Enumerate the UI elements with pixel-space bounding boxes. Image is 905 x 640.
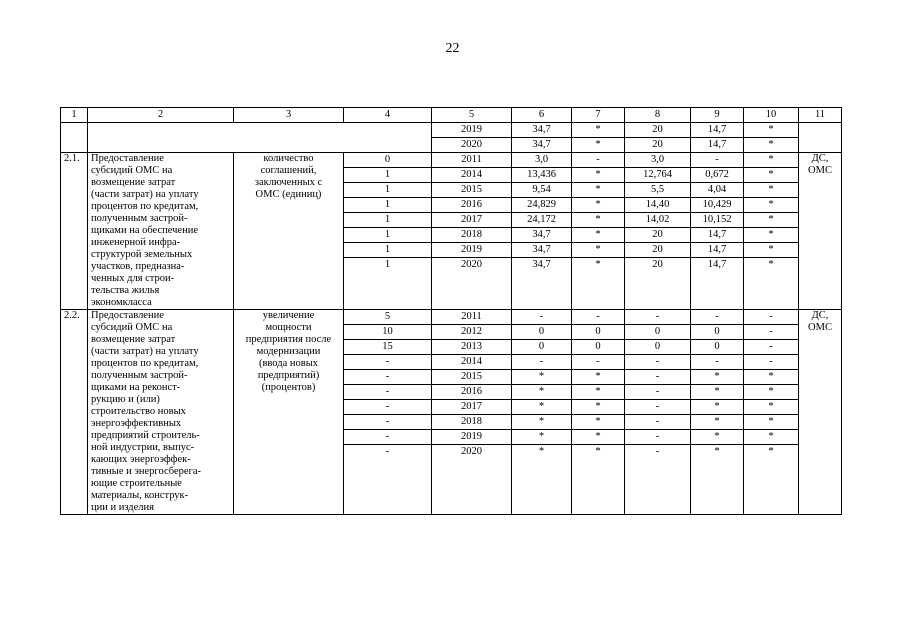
value-cell: *	[744, 123, 798, 138]
value-cell: -	[744, 310, 798, 325]
value-cell: *	[512, 415, 571, 430]
value-cell: -	[691, 355, 743, 370]
column-6-cell	[512, 123, 572, 153]
value-cell: 1	[344, 183, 431, 198]
value-cell: 2020	[461, 446, 482, 457]
column-5-cell	[432, 310, 512, 515]
value-cell: -	[344, 415, 431, 430]
value-cell: 2019	[432, 430, 511, 445]
value-cell: *	[744, 198, 798, 213]
column-8-cell	[625, 310, 691, 515]
value-cell: *	[572, 370, 624, 385]
column-5-cell	[432, 123, 512, 153]
column-number-10: 10	[744, 108, 799, 123]
value-cell: 15	[344, 340, 431, 355]
value-cell: -	[691, 153, 743, 168]
column-9-cell	[691, 153, 744, 310]
value-cell: 12,764	[625, 168, 690, 183]
value-cell: 0	[691, 340, 743, 355]
value-cell: 20	[652, 139, 663, 150]
measure-description: Предоставление субсидий ОМС на возмещение затрат (части затрат) на уплату процентов по кредитам, полученным застрой- щиками на реконст- рукцию и (или) строительство новых энергоэффективных предприятий строитель- ной индустрии, выпус- кающих энергоэффек- тивные и энергосберега- ющие строительные материалы, конструк- ции и изделия	[88, 310, 234, 515]
value-cell: -	[625, 400, 690, 415]
value-cell: 2014	[432, 355, 511, 370]
value-cell: *	[595, 446, 601, 457]
value-cell: 2015	[432, 183, 511, 198]
value-cell: 1	[384, 259, 391, 270]
value-cell: 34,7	[512, 243, 571, 258]
executor: ДС, ОМС	[799, 310, 842, 515]
value-cell: 2019	[432, 243, 511, 258]
value-cell: 14,40	[625, 198, 690, 213]
column-6-cell	[512, 153, 572, 310]
section-row	[61, 310, 842, 515]
value-cell: *	[744, 228, 798, 243]
value-cell: 5	[344, 310, 431, 325]
value-cell: 20	[652, 259, 663, 270]
value-cell: 34,7	[532, 139, 551, 150]
value-cell: -	[512, 355, 571, 370]
value-cell: -	[572, 355, 624, 370]
value-cell: 2019	[432, 123, 511, 138]
value-cell: -	[512, 310, 571, 325]
value-cell: -	[625, 310, 690, 325]
value-cell: *	[572, 123, 624, 138]
value-cell: 14,7	[707, 139, 727, 150]
value-cell: 20	[625, 228, 690, 243]
column-10-cell	[744, 153, 799, 310]
value-cell: *	[572, 183, 624, 198]
value-cell: *	[768, 446, 774, 457]
value-cell: 0	[572, 325, 624, 340]
column-number-row	[61, 108, 842, 123]
value-cell: -	[344, 400, 431, 415]
value-cell: *	[572, 213, 624, 228]
value-cell: *	[538, 446, 545, 457]
value-cell: 14,7	[707, 259, 727, 270]
column-7-cell	[572, 153, 625, 310]
section-id: 2.1.	[61, 153, 88, 310]
value-cell: *	[512, 385, 571, 400]
indicator-name: количество соглашений, заключенных с ОМС (единиц)	[234, 153, 344, 310]
value-cell: -	[625, 370, 690, 385]
value-cell: -	[572, 310, 624, 325]
value-cell: 2016	[432, 385, 511, 400]
value-cell: *	[572, 198, 624, 213]
value-cell: 0	[344, 153, 431, 168]
value-cell: 34,7	[512, 123, 571, 138]
value-cell: *	[744, 415, 798, 430]
column-4-cell	[344, 310, 432, 515]
value-cell: *	[572, 400, 624, 415]
value-cell: *	[744, 430, 798, 445]
value-cell: 34,7	[532, 259, 551, 270]
section-row	[61, 153, 842, 310]
value-cell: *	[744, 400, 798, 415]
value-cell: *	[512, 430, 571, 445]
value-cell: -	[344, 430, 431, 445]
empty-cell	[88, 123, 432, 153]
value-cell: 2013	[432, 340, 511, 355]
value-cell: -	[385, 446, 390, 457]
value-cell: 2020	[461, 259, 482, 270]
column-10-cell	[744, 310, 799, 515]
value-cell: 2017	[432, 400, 511, 415]
value-cell: -	[625, 385, 690, 400]
value-cell: 4,04	[691, 183, 743, 198]
value-cell: 0	[625, 340, 690, 355]
value-cell: *	[714, 446, 720, 457]
value-cell: *	[744, 243, 798, 258]
value-cell: *	[572, 385, 624, 400]
value-cell: -	[572, 153, 624, 168]
column-number-6: 6	[512, 108, 572, 123]
value-cell: *	[691, 430, 743, 445]
value-cell: *	[768, 259, 774, 270]
value-cell: *	[572, 168, 624, 183]
column-number-8: 8	[625, 108, 691, 123]
value-cell: 3,0	[512, 153, 571, 168]
value-cell: 2016	[432, 198, 511, 213]
value-cell: 10,429	[691, 198, 743, 213]
value-cell: *	[691, 400, 743, 415]
value-cell: *	[572, 243, 624, 258]
value-cell: 1	[344, 243, 431, 258]
value-cell: 0,672	[691, 168, 743, 183]
value-cell: -	[625, 415, 690, 430]
indicator-name: увеличение мощности предприятия после модернизации (ввода новых предприятий) (процентов)	[234, 310, 344, 515]
value-cell: 20	[625, 243, 690, 258]
column-number-9: 9	[691, 108, 744, 123]
empty-cell	[799, 123, 842, 153]
column-4-cell	[344, 153, 432, 310]
value-cell: *	[691, 415, 743, 430]
value-cell: 2020	[461, 139, 482, 150]
value-cell: *	[744, 168, 798, 183]
value-cell: 13,436	[512, 168, 571, 183]
value-cell: -	[691, 310, 743, 325]
value-cell: *	[572, 430, 624, 445]
value-cell: 2014	[432, 168, 511, 183]
empty-cell	[61, 123, 88, 153]
section-id: 2.2.	[61, 310, 88, 515]
value-cell: -	[744, 355, 798, 370]
value-cell: 10,152	[691, 213, 743, 228]
value-cell: -	[655, 446, 660, 457]
value-cell: 14,7	[691, 228, 743, 243]
value-cell: *	[744, 213, 798, 228]
value-cell: 0	[512, 340, 571, 355]
value-cell: 24,829	[512, 198, 571, 213]
value-cell: 1	[344, 213, 431, 228]
value-cell: 1	[344, 228, 431, 243]
value-cell: *	[595, 139, 601, 150]
column-number-7: 7	[572, 108, 625, 123]
value-cell: *	[744, 370, 798, 385]
column-8-cell	[625, 153, 691, 310]
value-cell: *	[595, 259, 601, 270]
value-cell: 2018	[432, 228, 511, 243]
value-cell: -	[744, 325, 798, 340]
value-cell: 1	[344, 198, 431, 213]
value-cell: -	[744, 340, 798, 355]
column-number-4: 4	[344, 108, 432, 123]
value-cell: *	[512, 400, 571, 415]
column-number-2: 2	[88, 108, 234, 123]
value-cell: -	[344, 385, 431, 400]
column-9-cell	[691, 310, 744, 515]
measure-description: Предоставление субсидий ОМС на возмещение затрат (части затрат) на уплату процентов по кредитам, полученным застрой- щиками на обеспечение инженерной инфра- структурой земельных участков, предназна- ченных для строи- тельства жилья экономкласса	[88, 153, 234, 310]
value-cell: 2018	[432, 415, 511, 430]
value-cell: 1	[344, 168, 431, 183]
column-7-cell	[572, 310, 625, 515]
value-cell: 9,54	[512, 183, 571, 198]
column-number-5: 5	[432, 108, 512, 123]
value-cell: *	[572, 228, 624, 243]
column-number-11: 11	[799, 108, 842, 123]
column-5-cell	[432, 153, 512, 310]
column-10-cell	[744, 123, 799, 153]
value-cell: -	[625, 430, 690, 445]
value-cell: 0	[572, 340, 624, 355]
value-cell: 14,7	[691, 243, 743, 258]
page-number: 22	[445, 41, 460, 56]
value-cell: *	[768, 139, 774, 150]
value-cell: 2012	[432, 325, 511, 340]
column-8-cell	[625, 123, 691, 153]
value-cell: 0	[625, 325, 690, 340]
value-cell: 2017	[432, 213, 511, 228]
value-cell: *	[691, 385, 743, 400]
value-cell: -	[344, 355, 431, 370]
value-cell: 5,5	[625, 183, 690, 198]
value-cell: 10	[344, 325, 431, 340]
program-table	[60, 107, 842, 515]
value-cell: 2011	[432, 153, 511, 168]
value-cell: 24,172	[512, 213, 571, 228]
column-number-3: 3	[234, 108, 344, 123]
value-cell: 14,02	[625, 213, 690, 228]
value-cell: 14,7	[691, 123, 743, 138]
value-cell: *	[572, 415, 624, 430]
column-6-cell	[512, 310, 572, 515]
value-cell: *	[691, 370, 743, 385]
value-cell: -	[344, 370, 431, 385]
value-cell: *	[512, 370, 571, 385]
value-cell: 2015	[432, 370, 511, 385]
value-cell: *	[744, 153, 798, 168]
column-number-1: 1	[61, 108, 88, 123]
value-cell: 20	[625, 123, 690, 138]
value-cell: 3,0	[625, 153, 690, 168]
executor: ДС, ОМС	[799, 153, 842, 310]
value-cell: 34,7	[512, 228, 571, 243]
column-9-cell	[691, 123, 744, 153]
value-cell: *	[744, 385, 798, 400]
value-cell: -	[625, 355, 690, 370]
continuation-row	[61, 123, 842, 153]
value-cell: 0	[512, 325, 571, 340]
value-cell: 0	[691, 325, 743, 340]
column-7-cell	[572, 123, 625, 153]
value-cell: *	[744, 183, 798, 198]
value-cell: 2011	[432, 310, 511, 325]
